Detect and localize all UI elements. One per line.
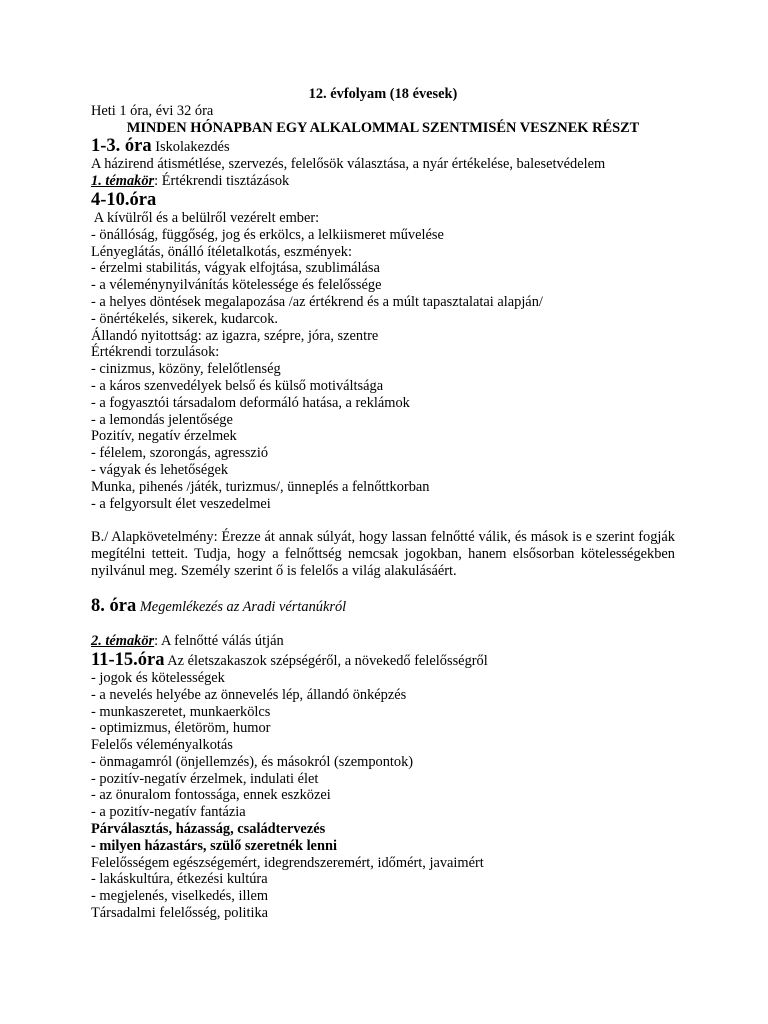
section-3-heading — [91, 596, 675, 616]
section-1-hours: 1-3. óra — [91, 136, 152, 157]
section-2-list — [91, 210, 675, 512]
list-item: - cinizmus, közöny, felelőtlenség — [91, 361, 281, 378]
list-item: - jogok és kötelességek — [91, 669, 225, 686]
list-item: - félelem, szorongás, agresszió — [91, 445, 269, 462]
list-item: - a káros szenvedélyek belső és külső motiváltsága — [91, 377, 384, 394]
mass-notice: MINDEN HÓNAPBAN EGY ALKALOMMAL SZENTMISÉN VESZNEK RÉSZT — [126, 119, 640, 136]
list-item: - vágyak és lehetőségek — [91, 461, 229, 478]
list-item: Munka, pihenés /játék, turizmus/, ünneplés a felnőttkorban — [91, 478, 430, 495]
list-item: - megjelenés, viselkedés, illem — [91, 888, 269, 905]
list-item: Lényeglátás, önálló ítéletalkotás, eszmények: — [91, 243, 352, 260]
topic-2-sep: : — [154, 633, 161, 650]
list-item: - önértékelés, sikerek, kudarcok. — [91, 310, 279, 327]
section-3-title: Megemlékezés az Aradi vértanúkról — [136, 599, 347, 616]
topic-1 — [91, 173, 675, 190]
list-item: - a lemondás jelentősége — [91, 411, 233, 428]
weekly-hours: Heti 1 óra, évi 32 óra — [91, 102, 214, 119]
topic-2 — [91, 633, 675, 650]
list-item: Értékrendi torzulások: — [91, 344, 220, 361]
list-item: - a felgyorsult élet veszedelmei — [91, 495, 271, 512]
list-item: Pozitív, negatív érzelmek — [91, 428, 237, 445]
list-item: Felelős véleményalkotás — [91, 737, 233, 754]
section-1-desc: A házirend átismétlése, szervezés, felelősök választása, a nyár értékelése, balesetvédelem — [91, 156, 606, 173]
list-item: - a véleménynyilvánítás kötelessége és felelőssége — [91, 277, 382, 294]
list-item-bold: - milyen házastárs, szülő szeretnék lenni — [91, 837, 337, 854]
list-item: Társadalmi felelősség, politika — [91, 905, 269, 922]
spacer — [91, 580, 675, 597]
list-item: - a helyes döntések megalapozása /az értékrend és a múlt tapasztalatai alapján/ — [91, 293, 543, 310]
section-4-hours: 11-15.óra — [91, 649, 165, 670]
list-item: A kívülről és a belülről vezérelt ember: — [91, 209, 320, 226]
topic-2-label: 2. témakör — [91, 633, 155, 650]
list-item: - optimizmus, életöröm, humor — [91, 720, 271, 737]
list-item: - lakáskultúra, étkezési kultúra — [91, 871, 268, 888]
spacer — [91, 616, 675, 633]
section-2-requirement: B./ Alapkövetelmény: Érezze át annak súlyát, hogy lassan felnőtté válik, és mások is e szerint fogják megítélni tetteit. Tudja, hogy a felnőttség nemcsak jogokban, hanem elsősorban kötelességekben nyilvánul meg. Személy szerint ő is felelős a világ alakulásáért. — [91, 529, 675, 579]
list-item: Felelősségem egészségemért, idegrendszeremért, időmért, javaimért — [91, 854, 484, 871]
section-4-list — [91, 670, 675, 922]
list-item: Állandó nyitottság: az igazra, szépre, jóra, szentre — [91, 327, 379, 344]
list-item: - az önuralom fontossága, ennek eszközei — [91, 787, 331, 804]
section-4-title: Az életszakaszok szépségéről, a növekedő felelősségről — [164, 652, 488, 669]
topic-1-text: Értékrendi tisztázások — [161, 173, 290, 190]
spacer — [91, 512, 675, 529]
document-body — [91, 86, 675, 922]
list-item-bold: Párválasztás, házasság, családtervezés — [91, 821, 326, 838]
list-item: - önállóság, függőség, jog és erkölcs, a lelkiismeret művelése — [91, 226, 444, 243]
list-item: - munkaszeretet, munkaerkölcs — [91, 703, 271, 720]
topic-1-sep: : — [154, 173, 162, 190]
list-item: - a pozitív-negatív fantázia — [91, 804, 246, 821]
list-item: - önmagamról (önjellemzés), és másokról (szempontok) — [91, 753, 414, 770]
topic-2-text: A felnőtté válás útján — [160, 633, 284, 650]
list-item: - a nevelés helyébe az önnevelés lép, állandó önképzés — [91, 686, 407, 703]
topic-1-label: 1. témakör — [91, 173, 155, 190]
section-1-title: Iskolakezdés — [151, 139, 230, 156]
section-4-heading — [91, 650, 675, 670]
list-item: - a fogyasztói társadalom deformáló hatása, a reklámok — [91, 394, 410, 411]
grade-title: 12. évfolyam (18 évesek) — [308, 86, 458, 102]
section-1-heading — [91, 136, 675, 156]
list-item: - pozitív-negatív érzelmek, indulati élet — [91, 770, 319, 787]
section-2-heading — [91, 190, 675, 210]
section-3-hours: 8. óra — [91, 596, 137, 617]
section-2-hours: 4-10.óra — [91, 189, 157, 210]
list-item: - érzelmi stabilitás, vágyak elfojtása, szublimálása — [91, 260, 380, 277]
